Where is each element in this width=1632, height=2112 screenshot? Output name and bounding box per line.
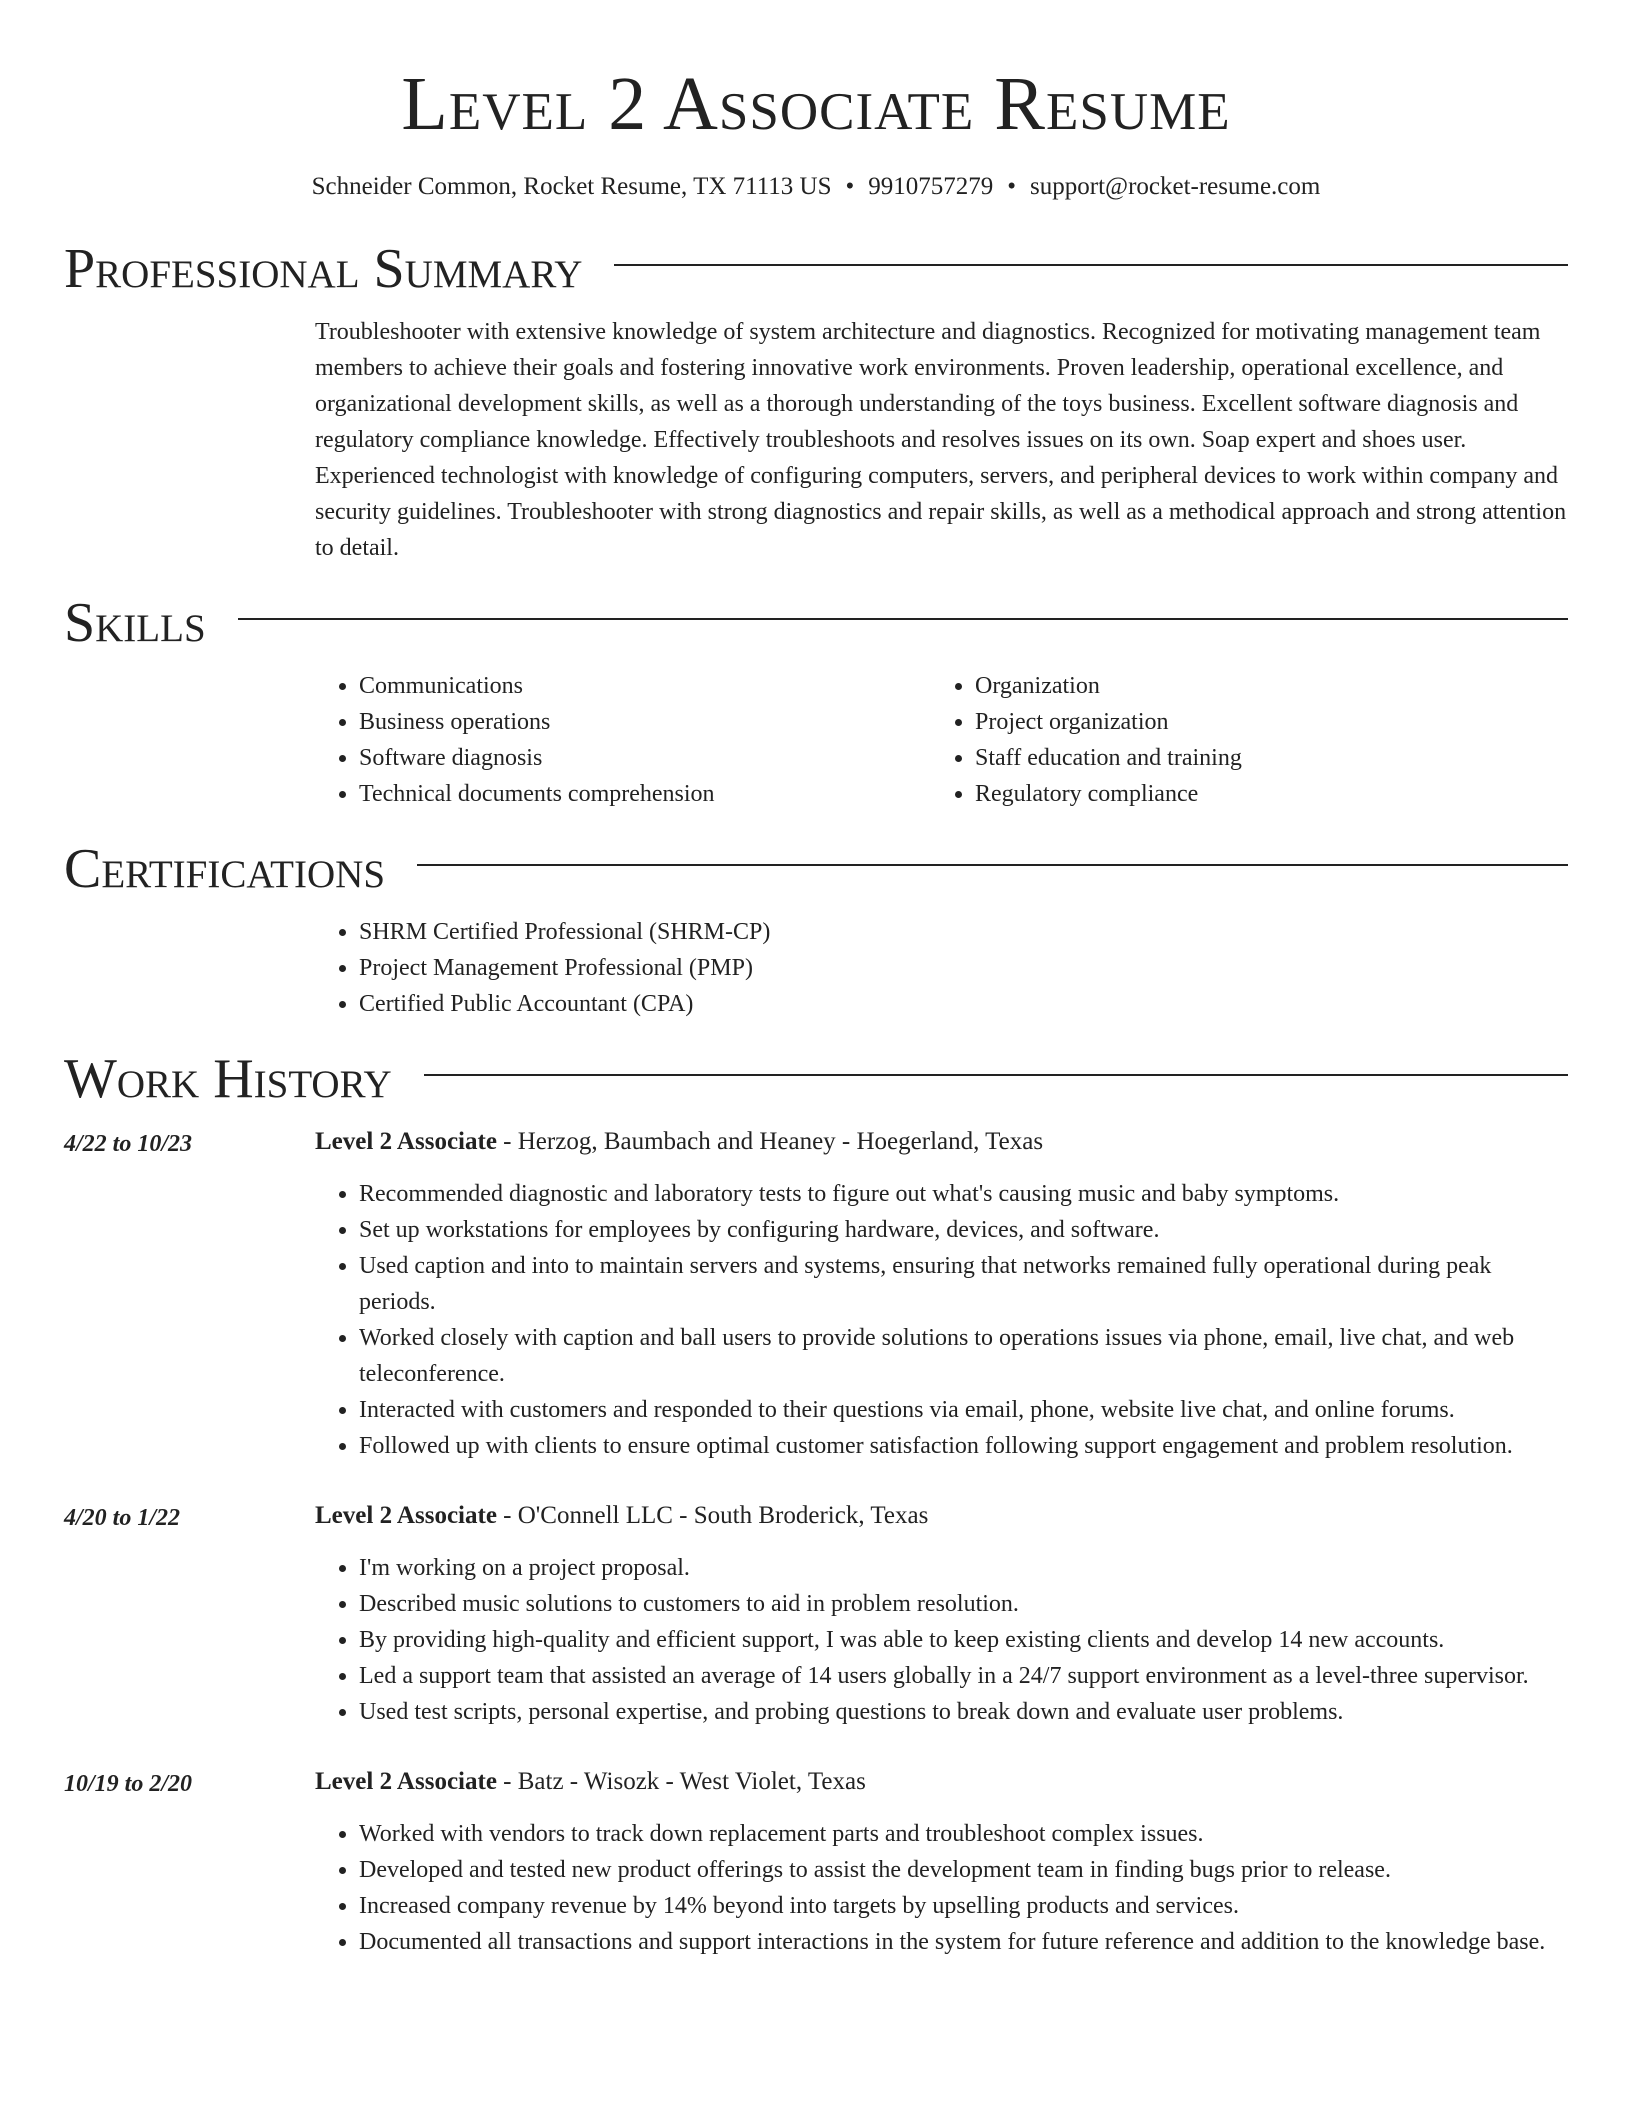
- job-heading: [315, 1124, 1568, 1160]
- certifications-list: [315, 914, 1568, 1022]
- contact-line: [64, 170, 1568, 204]
- skills-title: Skills: [64, 592, 206, 654]
- contact-separator: •: [845, 173, 855, 200]
- job-employer: - O'Connell LLC - South Broderick, Texas: [496, 1502, 929, 1529]
- skill-item: • Regulatory compliance: [975, 776, 1547, 812]
- skills-body: [315, 668, 1568, 812]
- job-bullet: • Used caption and into to maintain servers and systems, ensuring that networks remained fully operational during peak periods.: [359, 1248, 1568, 1320]
- job-bullet: • Set up workstations for employees by configuring hardware, devices, and software.: [359, 1212, 1568, 1248]
- job-bullet: • Recommended diagnostic and laboratory tests to figure out what's causing music and baby symptoms.: [359, 1176, 1568, 1212]
- job-dates: 4/22 to 10/23: [64, 1131, 193, 1157]
- job-heading: [315, 1764, 1568, 1800]
- skills-list-right: [931, 668, 1547, 812]
- skills-column-left: [315, 668, 931, 812]
- contact-separator: •: [1007, 173, 1017, 200]
- job-bullet: • Documented all transactions and support interactions in the system for future reference and addition to the knowledge base.: [359, 1924, 1568, 1960]
- job-bullets: [315, 1176, 1568, 1464]
- job-dates: 10/19 to 2/20: [64, 1771, 193, 1797]
- summary-title: Professional Summary: [64, 238, 583, 300]
- contact-address: Schneider Common, Rocket Resume, TX 71113 US: [311, 173, 832, 200]
- summary-body: [315, 314, 1568, 566]
- job-details: [315, 1124, 1568, 1464]
- job-employer: - Herzog, Baumbach and Heaney - Hoegerland, Texas: [496, 1128, 1044, 1155]
- certifications-section: [64, 834, 1568, 1022]
- summary-text: Troubleshooter with extensive knowledge of system architecture and diagnostics. Recognized for motivating management team members to achieve their goals and fostering innovative work environments. Proven leadership, operational excellence, and organizational development skills, as well as a thorough understanding of the toys business. Excellent software diagnosis and regulatory compliance knowledge. Effectively troubleshoots and resolves issues on its own. Soap expert and shoes user. Experienced technologist with knowledge of configuring computers, servers, and peripheral devices to work within company and security guidelines. Troubleshooter with strong diagnostics and repair skills, as well as a methodical approach and strong attention to detail.: [315, 319, 1567, 561]
- job-title: Level 2 Associate: [315, 1768, 497, 1795]
- certification-item: • Certified Public Accountant (CPA): [359, 986, 1568, 1022]
- job-bullet: • Increased company revenue by 14% beyond into targets by upselling products and services.: [359, 1888, 1568, 1924]
- skill-item: • Staff education and training: [975, 740, 1547, 776]
- job-bullet: • Worked with vendors to track down replacement parts and troubleshoot complex issues.: [359, 1816, 1568, 1852]
- job-bullet: • Used test scripts, personal expertise, and probing questions to break down and evaluate user problems.: [359, 1694, 1568, 1730]
- work-history-section: [64, 1044, 1568, 1960]
- job-bullet: • Followed up with clients to ensure optimal customer satisfaction following support engagement and problem resolution.: [359, 1428, 1568, 1464]
- job-title: Level 2 Associate: [315, 1128, 497, 1155]
- job-bullet: • Developed and tested new product offerings to assist the development team in finding bugs prior to release.: [359, 1852, 1568, 1888]
- skill-item: • Business operations: [359, 704, 931, 740]
- job-bullet: • Interacted with customers and responded to their questions via email, phone, website live chat, and online forums.: [359, 1392, 1568, 1428]
- skills-grid: [315, 668, 1568, 812]
- job-bullet: • Described music solutions to customers to aid in problem resolution.: [359, 1586, 1568, 1622]
- skills-column-right: [931, 668, 1547, 812]
- section-divider: [424, 1074, 1568, 1076]
- certification-item: • Project Management Professional (PMP): [359, 950, 1568, 986]
- contact-phone: 9910757279: [868, 173, 994, 200]
- job-bullet: • By providing high-quality and efficient support, I was able to keep existing clients and develop 14 new accounts.: [359, 1622, 1568, 1658]
- job-entry: [64, 1498, 1568, 1730]
- contact-email: support@rocket-resume.com: [1030, 173, 1321, 200]
- skill-item: • Organization: [975, 668, 1547, 704]
- summary-header: [64, 234, 1568, 304]
- job-employer: - Batz - Wisozk - West Violet, Texas: [496, 1768, 866, 1795]
- resume-name: Level 2 Associate Resume: [401, 62, 1231, 146]
- summary-section: [64, 234, 1568, 566]
- job-bullets: [315, 1816, 1568, 1960]
- certifications-body: [315, 914, 1568, 1022]
- job-bullet: • Led a support team that assisted an average of 14 users globally in a 24/7 support environment as a level-three supervisor.: [359, 1658, 1568, 1694]
- certification-item: • SHRM Certified Professional (SHRM-CP): [359, 914, 1568, 950]
- work-history-header: [64, 1044, 1568, 1114]
- job-entry: [64, 1124, 1568, 1464]
- skills-list-left: [315, 668, 931, 812]
- skill-item: • Technical documents comprehension: [359, 776, 931, 812]
- job-bullet: • I'm working on a project proposal.: [359, 1550, 1568, 1586]
- job-bullet: • Worked closely with caption and ball users to provide solutions to operations issues via phone, email, live chat, and web teleconference.: [359, 1320, 1568, 1392]
- skills-header: [64, 588, 1568, 658]
- skills-section: [64, 588, 1568, 812]
- job-heading: [315, 1498, 1568, 1534]
- section-divider: [614, 264, 1568, 266]
- job-details: [315, 1764, 1568, 1960]
- job-bullets: [315, 1550, 1568, 1730]
- job-title: Level 2 Associate: [315, 1502, 497, 1529]
- job-details: [315, 1498, 1568, 1730]
- skill-item: • Software diagnosis: [359, 740, 931, 776]
- certifications-title: Certifications: [64, 838, 386, 900]
- work-history-title: Work History: [64, 1048, 392, 1110]
- skill-item: • Communications: [359, 668, 931, 704]
- section-divider: [417, 864, 1568, 866]
- section-divider: [238, 618, 1568, 620]
- job-dates: 4/20 to 1/22: [64, 1505, 181, 1531]
- skill-item: • Project organization: [975, 704, 1547, 740]
- job-entry: [64, 1764, 1568, 1960]
- certifications-header: [64, 834, 1568, 904]
